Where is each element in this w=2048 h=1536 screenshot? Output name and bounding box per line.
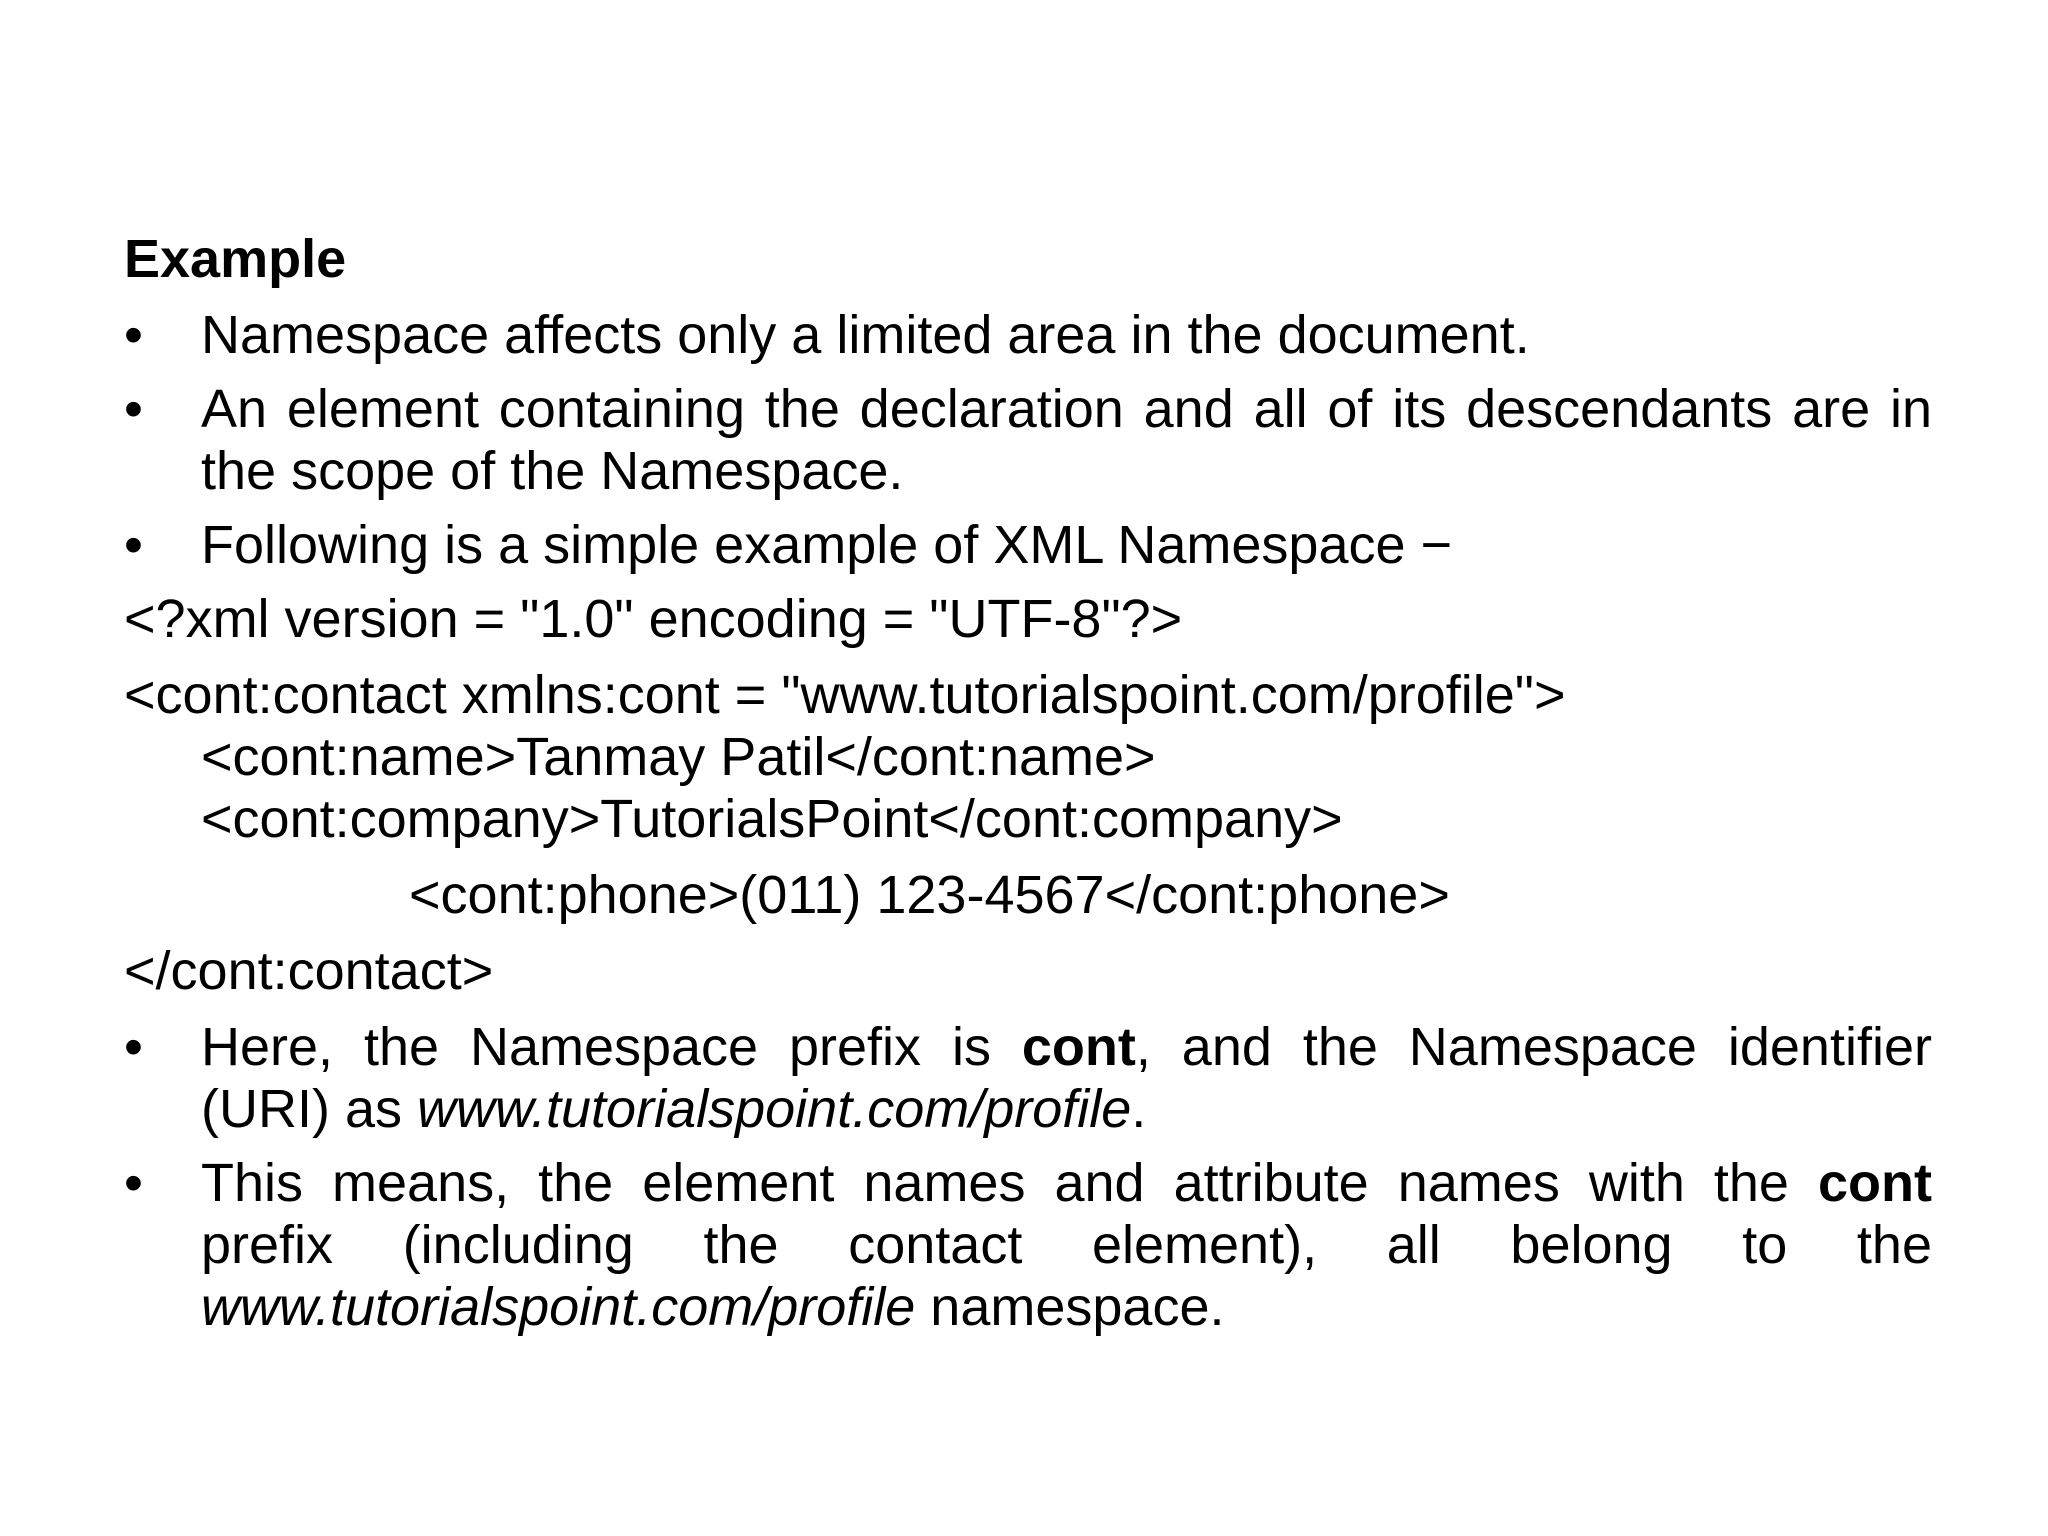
- code-line-phone: <cont:phone>(011) 123-4567</cont:phone>: [409, 865, 1450, 925]
- uri-italic: www.tutorialspoint.com/profile: [201, 1277, 916, 1337]
- bullet-text-part: Here, the Namespace prefix is: [201, 1017, 1022, 1077]
- bullet-text: Following is a simple example of XML Namespace −: [201, 515, 1453, 575]
- bullet-marker: •: [124, 515, 143, 575]
- bullet-marker: •: [124, 379, 143, 439]
- bullet-text: Namespace affects only a limited area in the document.: [201, 305, 1530, 365]
- code-line-contact-open: <cont:contact xmlns:cont = "www.tutorialspoint.com/profile">: [124, 665, 1566, 725]
- bullet-item: [124, 1016, 1932, 1140]
- code-line-xml-declaration: <?xml version = "1.0" encoding = "UTF-8"?>: [124, 589, 1183, 649]
- code-line-company: <cont:company>TutorialsPoint</cont:company>: [201, 789, 1343, 849]
- prefix-bold: cont: [1818, 1153, 1932, 1213]
- bullet-text: An element containing the declaration and all of its descendants are in the scope of the Namespace.: [201, 379, 1932, 501]
- bullet-text-part: .: [1131, 1079, 1147, 1139]
- bullet-item: [124, 1152, 1932, 1338]
- bullet-text: [201, 1153, 1932, 1337]
- bullet-item: [124, 378, 1932, 502]
- code-line-name: <cont:name>Tanmay Patil</cont:name>: [201, 727, 1156, 787]
- bullet-text-part: This means, the element names and attribute names with the: [201, 1153, 1818, 1213]
- bullet-item: [124, 304, 1932, 366]
- bullet-marker: •: [124, 1017, 143, 1077]
- code-line-contact-close: </cont:contact>: [124, 941, 494, 1001]
- bullet-marker: •: [124, 1153, 143, 1213]
- slide-heading: Example: [124, 229, 347, 289]
- bullet-text: [201, 1017, 1932, 1139]
- bullet-text-part: namespace.: [915, 1277, 1225, 1337]
- bullet-marker: •: [124, 305, 143, 365]
- uri-italic: www.tutorialspoint.com/profile: [417, 1079, 1132, 1139]
- bullet-text-part: prefix (including the contact element), all belong to the: [201, 1215, 1932, 1275]
- prefix-bold: cont: [1021, 1017, 1136, 1077]
- bullet-item: [124, 514, 1932, 576]
- bullet-text-part: , and the Namespace identifier (URI) as: [201, 1017, 1932, 1139]
- slide-content: [124, 228, 1932, 1350]
